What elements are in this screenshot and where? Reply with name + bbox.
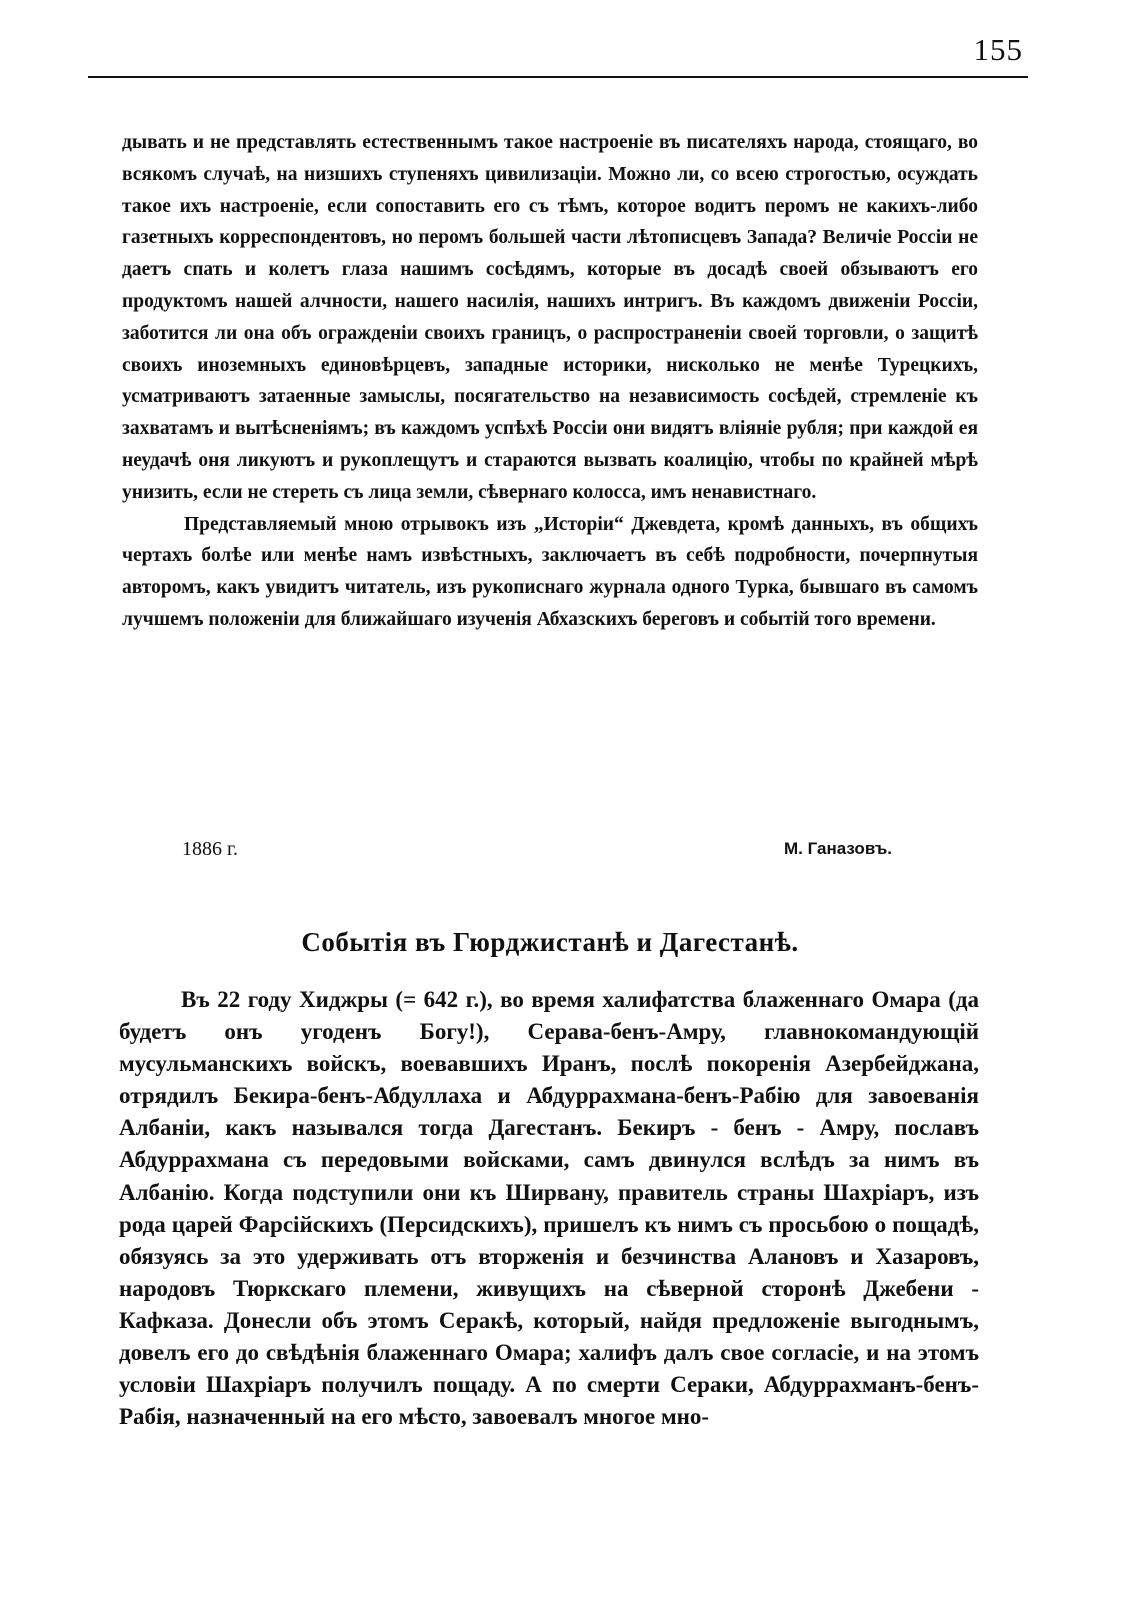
page-number: 155 [973, 32, 1023, 67]
intro-paragraph: дывать и не представлять естественнымъ такое настроенiе въ писателяхъ народа, стоящаго, во всякомъ случаѣ, на низшихъ ступеняхъ цивилизацiи. Можно ли, со всею строгостью, осуждать такое ихъ настроенiе, если сопоставить его съ тѣмъ, которое водитъ перомъ не какихъ-либо газетныхъ корреспондентовъ, но перомъ большей части лѣтописцевъ Запада? Величiе Россiи не даетъ спать и колетъ глаза нашимъ сосѣдямъ, которые въ досадѣ своей обзываютъ его продуктомъ нашей алчности, нашего насилiя, нашихъ интригъ. Въ каждомъ движенiи Россiи, заботится ли она объ огражденiи своихъ границъ, о распространенiи своей торговли, о защитѣ своихъ иноземныхъ единовѣрцевъ, западные историки, нисколько не менѣе Турецкихъ, усматриваютъ затаенные замыслы, посягательство на независимость сосѣдей, стремленiе къ захватамъ и вытѣсненiямъ; въ каждомъ успѣхѣ Россiи они видятъ влiянiе рубля; при каждой ея неудачѣ оня ликуютъ и рукоплещутъ и стараются вызвать коалицiю, чтобы по крайней мѣрѣ унизить, если не стереть съ лица земли, сѣвернаго колосса, имъ ненавистнаго. [122, 132, 978, 503]
header-rule [88, 76, 1028, 78]
body-paragraph: Въ 22 году Хиджры (= 642 г.), во время халифатства блаженнаго Омара (да будетъ онъ угоденъ Богу!), Серава-бенъ-Амру, главнокомандующiй мусульманскихъ войскъ, воевавшихъ Иранъ, послѣ покоренiя Азербейджана, отрядилъ Бекира-бенъ-Абдуллаха и Абдуррахмана-бенъ-Рабiю для завоеванiя Албанiи, какъ назывался тогда Дагестанъ. Бекиръ - бенъ - Амру, пославъ Абдуррахмана съ передовыми войсками, самъ двинулся вслѣдъ за нимъ въ Албанiю. Когда подступили они къ Ширвану, правитель страны Шахрiаръ, изъ рода царей Фарсiйскихъ (Персидскихъ), пришелъ къ нимъ съ просьбою о пощадѣ, обязуясь за это удерживать отъ вторженiя и безчинства Алановъ и Хазаровъ, народовъ Тюркскаго племени, живущихъ на сѣверной сторонѣ Джебени - Кафказа. Донесли объ этомъ Серакѣ, который, найдя предложенiе выгоднымъ, довелъ его до свѣдѣнiя блаженнаго Омара; халифъ далъ свое согласiе, и на этомъ условiи Шахрiаръ получилъ пощаду. А по смерти Сераки, Абдуррахманъ-бенъ-Рабiя, назначенный на его мѣсто, завоевалъ многое мно- [119, 987, 979, 1430]
signoff [122, 832, 978, 866]
intro-text [122, 127, 978, 636]
intro-paragraph: Представляемый мною отрывокъ изъ „Исторiи“ Джевдета, кромѣ данныхъ, въ общихъ чертахъ болѣе или менѣе намъ извѣстныхъ, заключаетъ въ себѣ подробности, почерпнутыя авторомъ, какъ увидитъ читатель, изъ рукописнаго журнала одного Турка, бывшаго въ самомъ лучшемъ положенiи для ближайшаго изученiя Абхазскихъ береговъ и событiй того времени. [122, 513, 978, 630]
signoff-year: 1886 г. [182, 838, 238, 860]
signoff-author: М. Ганазовъ. [784, 839, 892, 858]
section-title: Событiя въ Гюрджистанѣ и Дагестанѣ. [301, 927, 799, 957]
body-text [119, 984, 979, 1433]
